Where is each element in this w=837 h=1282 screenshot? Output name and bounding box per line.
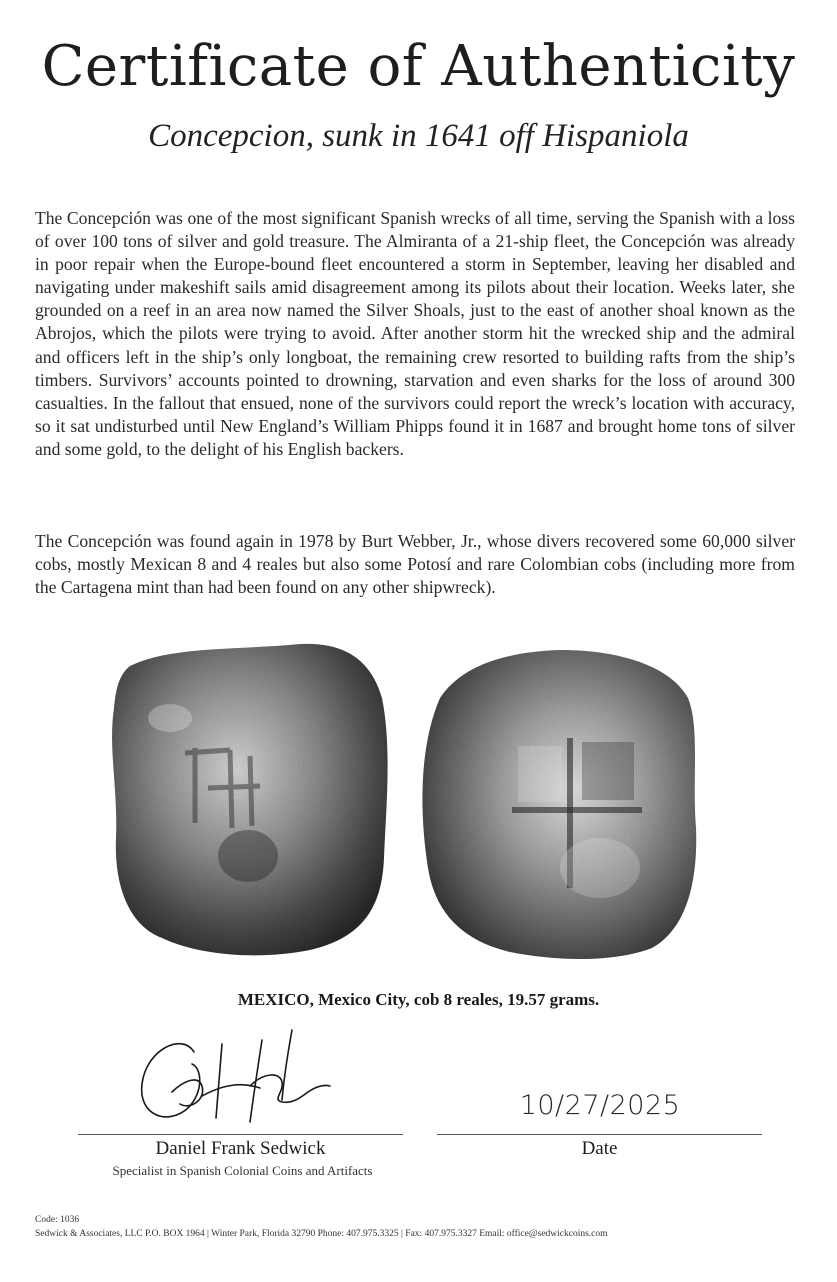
history-paragraph-2: The Concepción was found again in 1978 by Burt Webber, Jr., whose divers recovered some 60,000 silver cobs, mostly Mexican 8 and 4 reales but also some Potosí and rare Colombian cobs (including more from the Cartagena mint than had been found on any other shipwreck). <box>35 531 795 598</box>
certificate-subtitle: Concepcion, sunk in 1641 off Hispaniola <box>148 118 689 154</box>
footer-code: Code: 1036 <box>35 1215 80 1225</box>
signature-image <box>132 1022 342 1132</box>
history-paragraph-1: The Concepción was one of the most significant Spanish wrecks of all time, serving the Spanish with a loss of over 100 tons of silver and gold treasure. The Almiranta of a 21-ship fleet, the Concepción was already in poor repair when the Europe-bound fleet encountered a storm in September, leaving her disabled and navigating under makeshift sails amid disagreement among its pilots about their location. Weeks later, she grounded on a reef in an area now named the Silver Shoals, just to the east of another shoal known as the Abrojos, which the pilots were trying to avoid. After another storm hit the wrecked ship and the admiral and officers left in the ship’s only longboat, the remaining crew resorted to building rafts from the ship’s timbers. Survivors’ accounts pointed to drowning, starvation and even sharks for the loss of around 300 casualties. In the fallout that ensued, none of the survivors could report the wreck’s location with accuracy, so it sat undisturbed until New England’s William Phipps found it in 1687 and brought home tons of silver and some gold, to the delight of his English backers. <box>35 208 795 459</box>
signer-role: Specialist in Spanish Colonial Coins and Artifacts <box>112 1163 373 1178</box>
signer-name: Daniel Frank Sedwick <box>155 1138 326 1159</box>
signature-line <box>78 1134 403 1135</box>
coin-reverse <box>422 650 696 959</box>
certificate-title: Certificate of Authenticity <box>41 34 796 99</box>
signed-date: 10/27/2025 <box>519 1090 681 1121</box>
date-label: Date <box>581 1138 618 1159</box>
coin-photo <box>100 638 740 968</box>
coin-caption: MEXICO, Mexico City, cob 8 reales, 19.57 grams. <box>237 990 600 1009</box>
footer-contact: Sedwick & Associates, LLC P.O. BOX 1964 | Winter Park, Florida 32790 Phone: 407.975.3325 | Fax: 407.975.3327 Email: office@sedwickcoins.com <box>35 1229 608 1239</box>
date-line <box>437 1134 762 1135</box>
coin-obverse <box>112 644 388 956</box>
